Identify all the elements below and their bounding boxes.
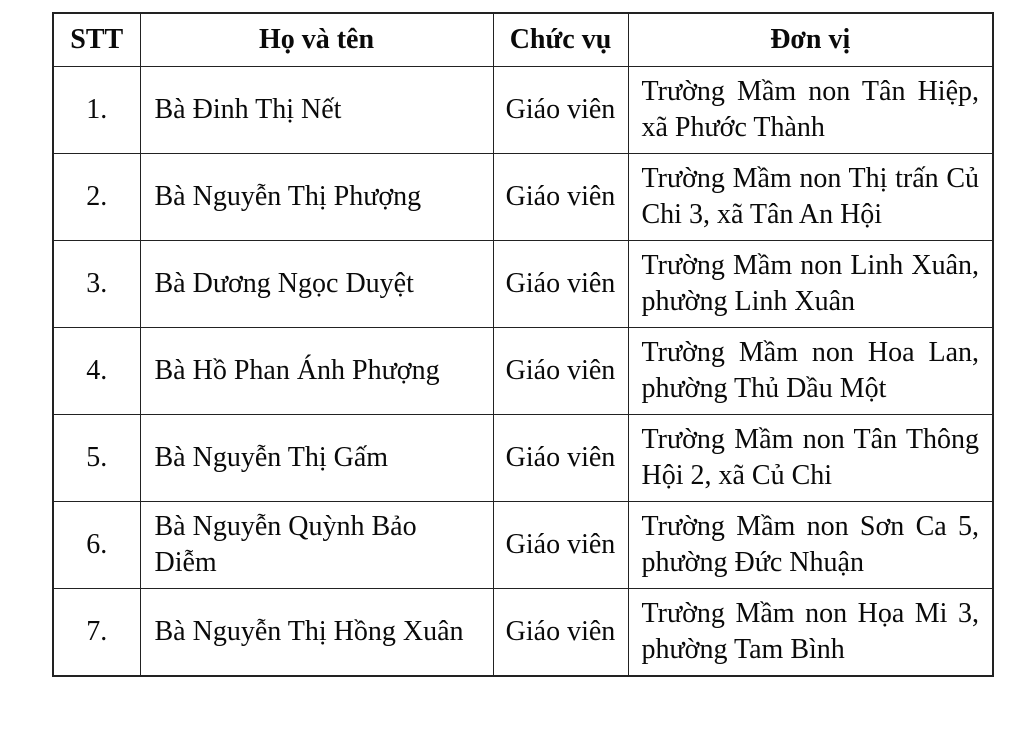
column-header-stt: STT [53, 13, 140, 67]
cell-unit: Trường Mầm non Thị trấn Củ Chi 3, xã Tân An Hội [628, 154, 993, 241]
table-row [53, 589, 993, 677]
cell-position: Giáo viên [493, 154, 628, 241]
cell-stt: 2. [53, 154, 140, 241]
column-header-unit: Đơn vị [628, 13, 993, 67]
cell-position: Giáo viên [493, 67, 628, 154]
cell-name: Bà Nguyễn Quỳnh Bảo Diễm [140, 502, 493, 589]
cell-unit: Trường Mầm non Họa Mi 3, phường Tam Bình [628, 589, 993, 677]
cell-name: Bà Dương Ngọc Duyệt [140, 241, 493, 328]
cell-unit: Trường Mầm non Tân Thông Hội 2, xã Củ Chi [628, 415, 993, 502]
cell-position: Giáo viên [493, 502, 628, 589]
table-row [53, 67, 993, 154]
cell-stt: 1. [53, 67, 140, 154]
cell-unit: Trường Mầm non Tân Hiệp, xã Phước Thành [628, 67, 993, 154]
table-header-row [53, 13, 993, 67]
column-header-position: Chức vụ [493, 13, 628, 67]
column-header-name: Họ và tên [140, 13, 493, 67]
table-row [53, 502, 993, 589]
cell-unit: Trường Mầm non Linh Xuân, phường Linh Xuân [628, 241, 993, 328]
teacher-roster-table [52, 12, 994, 677]
cell-unit: Trường Mầm non Sơn Ca 5, phường Đức Nhuận [628, 502, 993, 589]
cell-stt: 6. [53, 502, 140, 589]
cell-position: Giáo viên [493, 415, 628, 502]
table-row [53, 241, 993, 328]
table-row [53, 154, 993, 241]
cell-stt: 3. [53, 241, 140, 328]
cell-position: Giáo viên [493, 241, 628, 328]
cell-name: Bà Nguyễn Thị Hồng Xuân [140, 589, 493, 677]
cell-unit: Trường Mầm non Hoa Lan, phường Thủ Dầu Một [628, 328, 993, 415]
table-row [53, 328, 993, 415]
cell-position: Giáo viên [493, 589, 628, 677]
cell-name: Bà Hồ Phan Ánh Phượng [140, 328, 493, 415]
cell-stt: 7. [53, 589, 140, 677]
cell-name: Bà Nguyễn Thị Gấm [140, 415, 493, 502]
cell-stt: 5. [53, 415, 140, 502]
cell-name: Bà Nguyễn Thị Phượng [140, 154, 493, 241]
cell-name: Bà Đinh Thị Nết [140, 67, 493, 154]
cell-stt: 4. [53, 328, 140, 415]
cell-position: Giáo viên [493, 328, 628, 415]
table-row [53, 415, 993, 502]
